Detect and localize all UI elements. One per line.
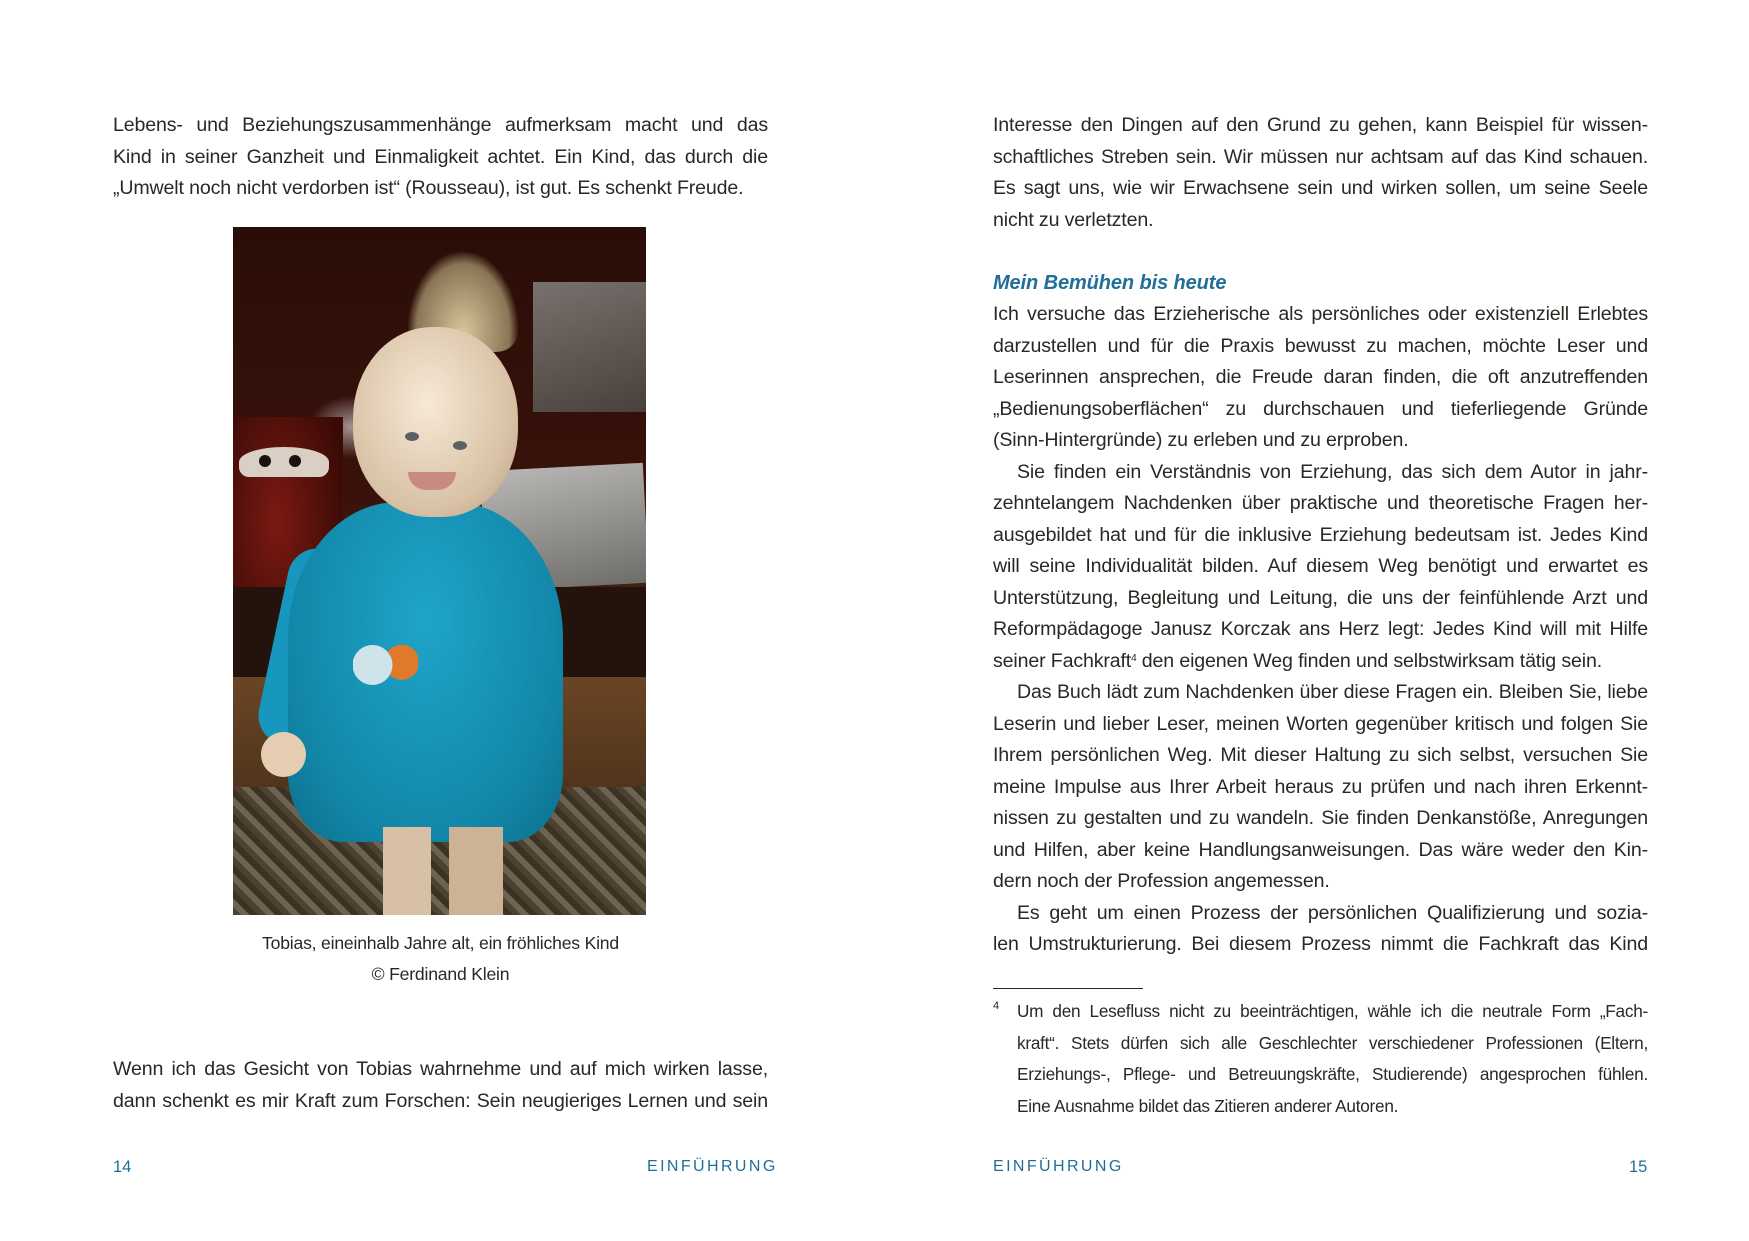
figure-credit: © Ferdinand Klein [371, 964, 510, 984]
text-line: schaftliches Streben sein. Wir müssen nur achtsam auf das Kind schauen. [993, 145, 1648, 168]
text-line: „Bedienungsoberflächen“ zu durchschauen und tieferliegende Gründe [993, 397, 1648, 420]
footnote [993, 996, 1648, 1122]
text-line: Ich versuche das Erzieherische als persönliches oder existenziell Erlebtes [993, 303, 1648, 325]
text-line: Das Buch lädt zum Nachdenken über diese Fragen ein. Bleiben Sie, liebe [1017, 681, 1648, 703]
section-heading: Mein Bemühen bis heute [993, 272, 1227, 294]
text-line: seiner Fachkraft$^4$ den eigenen Weg finden und selbstwirksam tätig sein. [993, 649, 1602, 672]
text-line: nicht zu verletzten. [993, 208, 1154, 231]
photo-child-eye [405, 432, 419, 441]
paragraph [993, 677, 1648, 898]
photo-child-legs [383, 827, 503, 915]
text-line: Unterstützung, Begleitung und Leitung, die uns der feinfühlende Arzt und [993, 586, 1648, 609]
text-line: Leserin und lieber Leser, meinen Worten gegenüber kritisch und folgen Sie [993, 712, 1648, 735]
text-line: Es geht um einen Prozess der persönlichen Qualifizierung und sozia- [1017, 901, 1648, 924]
footnote-line: Um den Lesefluss nicht zu beeinträchtigen, wähle ich die neutrale Form „Fach- [1017, 1001, 1648, 1021]
running-head: EINFÜHRUNG [993, 1158, 1124, 1175]
text-line: Interesse den Dingen auf den Grund zu gehen, kann Beispiel für wissen- [993, 114, 1648, 136]
paragraph [993, 457, 1648, 678]
text-line: Reformpädagoge Janusz Korczak ans Herz legt: Jedes Kind will mit Hilfe [993, 618, 1648, 640]
text-line: dern noch der Profession angemessen. [993, 870, 1330, 892]
text-line: darzustellen und für die Praxis bewusst zu machen, möchte Leser und [993, 334, 1648, 357]
footnote-rule [993, 988, 1143, 989]
text-line: und Hilfen, aber keine Handlungsanweisungen. Das wäre weder den Kin- [993, 838, 1648, 861]
figure-caption: Tobias, eineinhalb Jahre alt, ein fröhliches Kind [262, 933, 619, 953]
text-line: meine Impulse aus Ihrer Arbeit heraus zu prüfen und nach ihren Erkennt- [993, 775, 1648, 798]
text-line: „Umwelt noch nicht verdorben ist“ (Rousseau), ist gut. Es schenkt Freude. [113, 177, 744, 199]
photo-pillow [533, 282, 646, 412]
photo-child-eye [453, 441, 467, 450]
photo-child-hand [261, 732, 306, 777]
text-line: Es sagt uns, wie wir Erwachsene sein und wirken sollen, um seine Seele [993, 177, 1648, 199]
footnote-line: Erziehungs-, Pflege- und Betreuungskräfte, Studierende) angesprochen fühlen. [1017, 1064, 1648, 1084]
paragraph [993, 299, 1648, 457]
text-line: Sie finden ein Verständnis von Erziehung, das sich dem Autor in jahr- [1017, 460, 1648, 483]
text-line: (Sinn-Hintergründe) zu erleben und zu erproben. [993, 429, 1409, 451]
photo-tigger-patch [353, 632, 418, 687]
right-page [874, 0, 1749, 1241]
text-line: Lebens- und Beziehungszusammenhänge aufmerksam macht und das [113, 114, 768, 136]
text-line: Wenn ich das Gesicht von Tobias wahrnehme und auf mich wirken lasse, [113, 1058, 768, 1080]
text-line: Leserinnen ansprechen, die Freude daran finden, die oft anzutreffenden [993, 366, 1648, 388]
page-number: 14 [113, 1158, 132, 1176]
text-line: nissen zu gestalten und zu wandeln. Sie finden Denkanstöße, Anregungen [993, 807, 1648, 829]
running-head: EINFÜHRUNG [647, 1158, 778, 1175]
figure-photo [233, 227, 646, 915]
text-line: Kind in seiner Ganzheit und Einmaligkeit achtet. Ein Kind, das durch die [113, 145, 768, 168]
text-line: will seine Individualität bilden. Auf diesem Weg benötigt und erwartet es [993, 555, 1648, 577]
left-page [0, 0, 874, 1241]
footnote-reference[interactable]: 4 [1131, 652, 1137, 664]
photo-plush-eyes [239, 447, 329, 477]
paragraph [993, 898, 1648, 961]
footnote-marker: 4 [993, 1000, 999, 1012]
page-number: 15 [1629, 1158, 1648, 1176]
footnote-line: kraft“. Stets dürfen sich alle Geschlechter verschiedener Professionen (Eltern, [1017, 1032, 1648, 1053]
left-bottom-paragraph [113, 1054, 768, 1117]
text-line: len Umstrukturierung. Bei diesem Prozess nimmt die Fachkraft das Kind [993, 933, 1648, 955]
footnote-text [1017, 996, 1648, 1122]
text-line: ausgebildet hat und für die inklusive Erziehung bedeutsam ist. Jedes Kind [993, 523, 1648, 546]
right-body-text [993, 299, 1648, 961]
right-top-paragraph [993, 110, 1648, 236]
text-line: dann schenkt es mir Kraft zum Forschen: Sein neugieriges Lernen und sein [113, 1089, 768, 1112]
text-line: zehntelangem Nachdenken über praktische und theoretische Fragen her- [993, 492, 1648, 514]
left-top-paragraph [113, 110, 768, 205]
footnote-line: Eine Ausnahme bildet das Zitieren anderer Autoren. [1017, 1095, 1399, 1116]
photo-child-bodysuit [288, 502, 563, 842]
text-line: Ihrem persönlichen Weg. Mit dieser Haltung zu sich selbst, versuchen Sie [993, 744, 1648, 766]
